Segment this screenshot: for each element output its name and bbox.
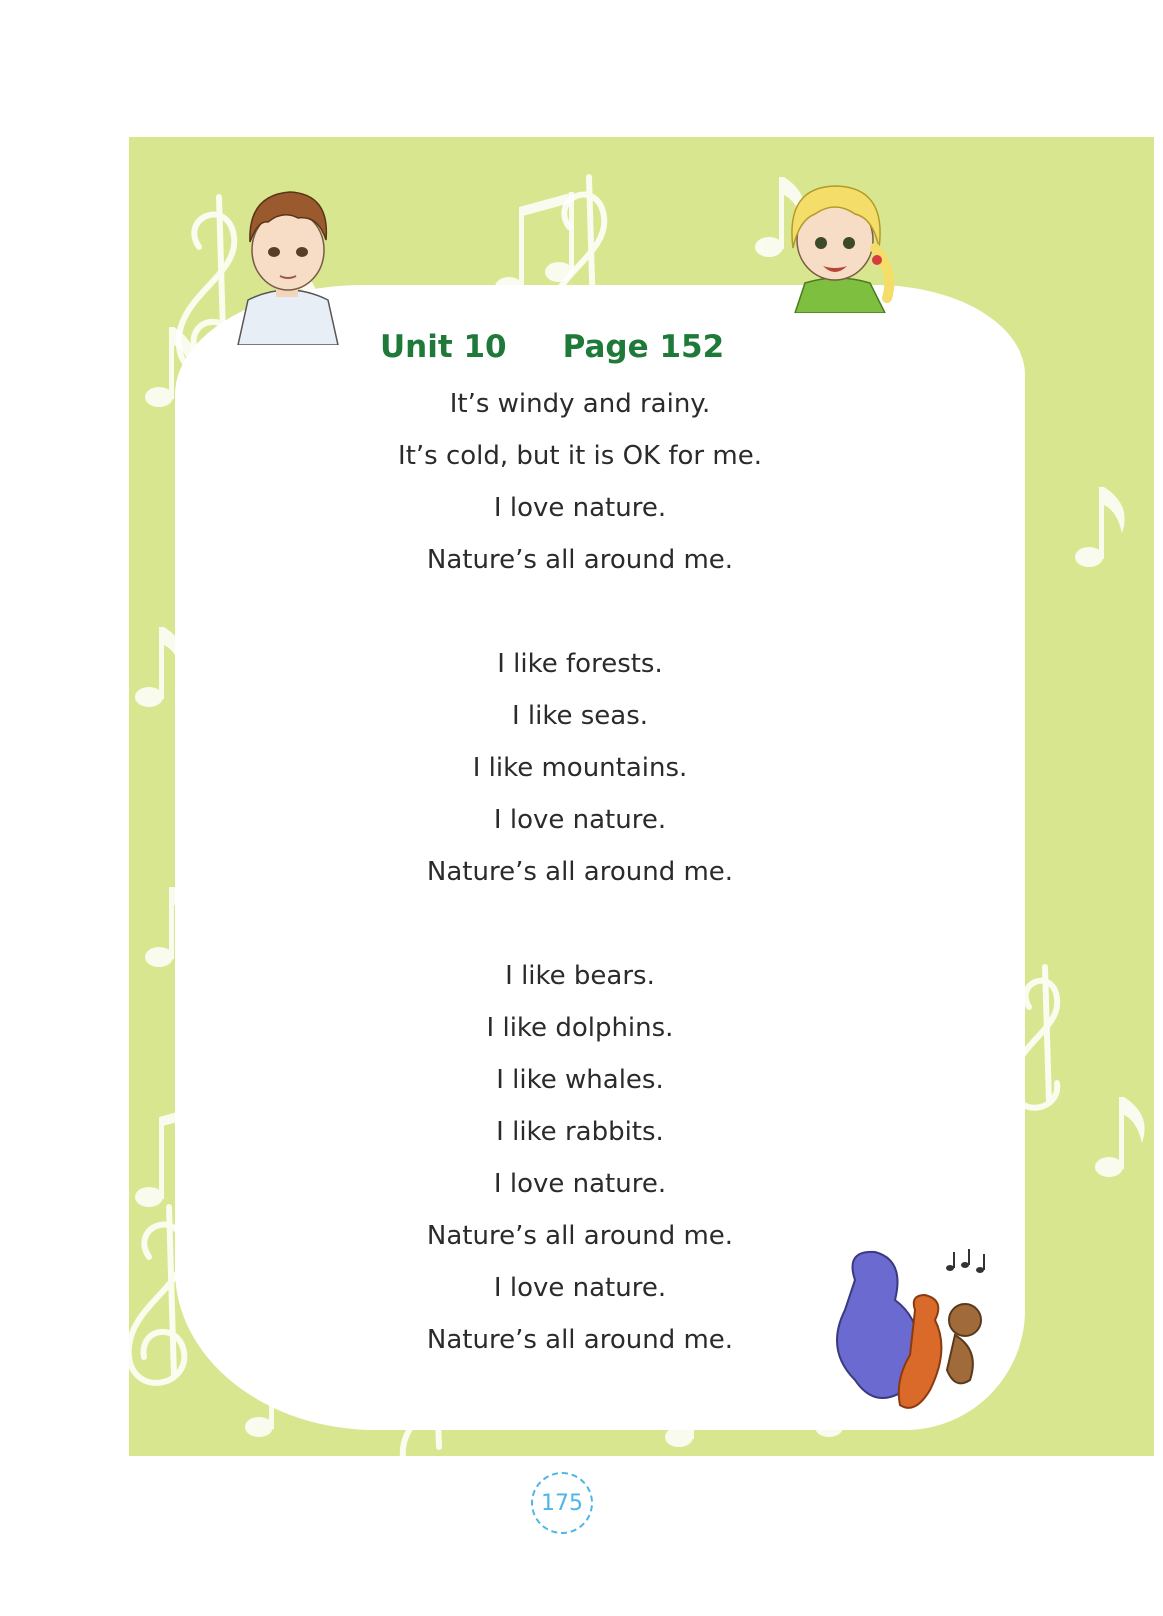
lyric-line: I like seas. xyxy=(511,701,649,731)
music-note-icon xyxy=(1075,487,1125,567)
song-title xyxy=(380,325,780,369)
lyric-line: Nature’s all around me. xyxy=(426,857,734,887)
verse-gap xyxy=(320,898,840,950)
lyric-line: I like dolphins. xyxy=(486,1013,674,1043)
song-lyrics xyxy=(320,378,840,1366)
lyric-line: I love nature. xyxy=(493,805,667,835)
girl-illustration xyxy=(775,178,900,313)
lyric-line: I like mountains. xyxy=(472,753,688,783)
animals-illustration xyxy=(815,1240,995,1425)
lyric-line: I love nature. xyxy=(493,1273,667,1303)
lyric-line: I love nature. xyxy=(493,1169,667,1199)
page-number: 175 xyxy=(531,1472,593,1534)
lyric-line: It’s cold, but it is OK for me. xyxy=(398,441,762,471)
unit-label: Unit 10 xyxy=(380,329,507,365)
page-reference: Page 152 xyxy=(562,329,725,365)
lyric-line: It’s windy and rainy. xyxy=(449,389,711,419)
lyric-line: I like bears. xyxy=(505,961,655,991)
verse-gap xyxy=(320,586,840,638)
music-note-icon xyxy=(1095,1097,1145,1177)
lyric-line: Nature’s all around me. xyxy=(426,545,734,575)
lyric-line: I like forests. xyxy=(497,649,663,679)
lyric-line: I like rabbits. xyxy=(496,1117,664,1147)
lyric-line: I love nature. xyxy=(493,493,667,523)
lyric-line: Nature’s all around me. xyxy=(426,1221,734,1251)
lyric-line: Nature’s all around me. xyxy=(426,1325,734,1355)
boy-illustration xyxy=(228,180,348,345)
lyric-line: I like whales. xyxy=(496,1065,664,1095)
